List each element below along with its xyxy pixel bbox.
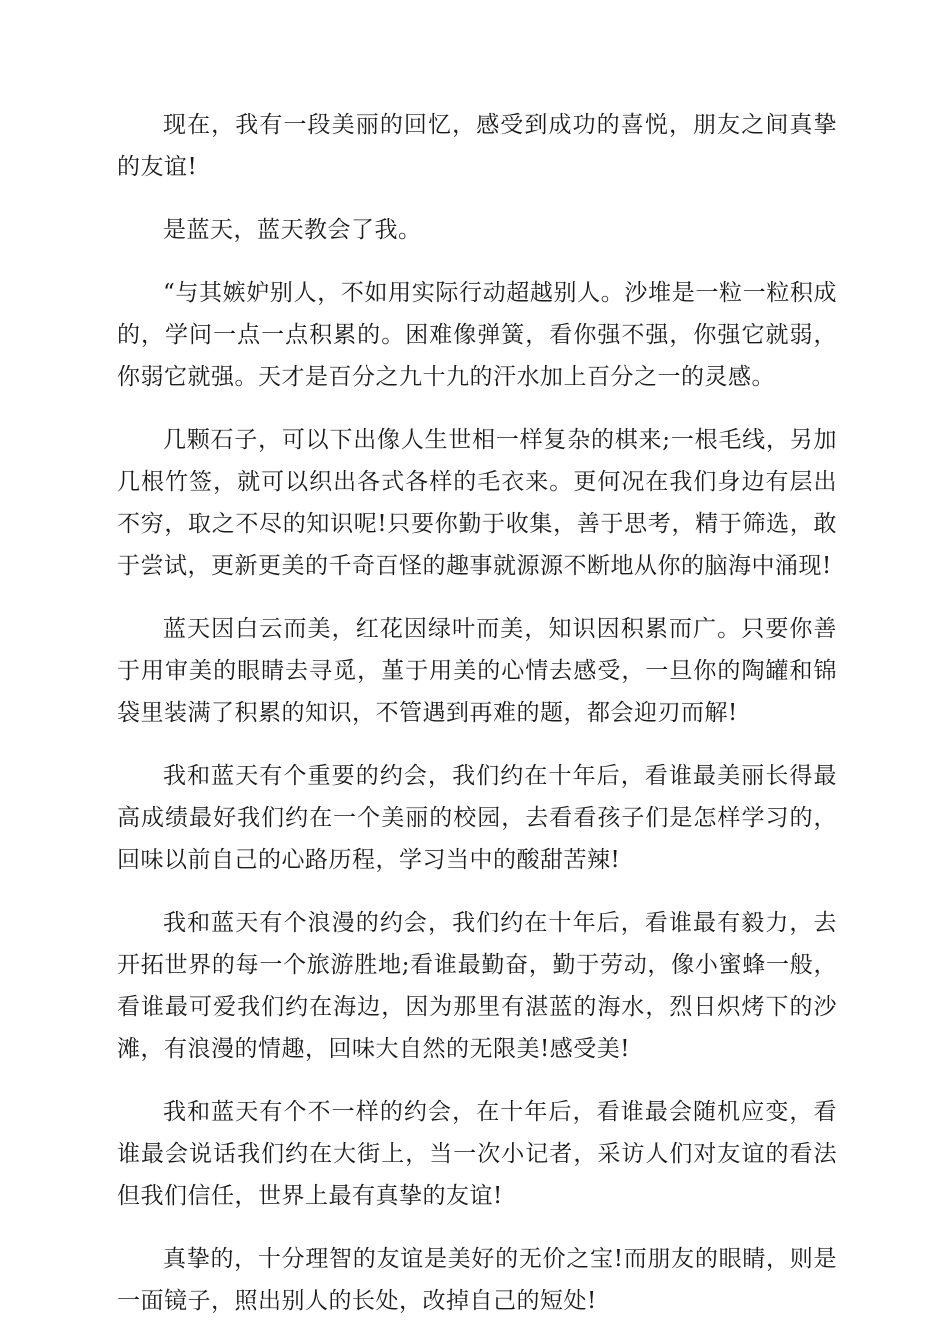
- paragraph-7: 我和蓝天有个浪漫的约会，我们约在十年后，看谁最有毅力，去开拓世界的每一个旅游胜地;看谁最勤奋，勤于劳动，像小蜜蜂一般，看谁最可爱我们约在海边，因为那里有湛蓝的海水，烈日炽烤下的沙滩，有浪漫的情趣，回味大自然的无限美!感受美!: [117, 910, 837, 1062]
- paragraph-4: 几颗石子，可以下出像人生世相一样复杂的棋来;一根毛线，另加几根竹签，就可以织出各式各样的毛衣来。更何况在我们身边有层出不穷，取之不尽的知识呢!只要你勤于收集，善于思考，精于筛选，敢于尝试，更新更美的千奇百怪的趣事就源源不断地从你的脑海中涌现!: [117, 427, 837, 579]
- paragraph-8: 我和蓝天有个不一样的约会，在十年后，看谁最会随机应变，看谁最会说话我们约在大街上，当一次小记者，采访人们对友谊的看法但我们信任，世界上最有真挚的友谊!: [117, 1099, 837, 1209]
- document-body: [117, 104, 837, 1343]
- paragraph-2: 是蓝天，蓝天教会了我。: [163, 217, 422, 243]
- paragraph-3: “与其嫉妒别人，不如用实际行动超越别人。沙堆是一粒一粒积成的，学问一点一点积累的。困难像弹簧，看你强不强，你强它就弱，你弱它就强。天才是百分之九十九的汗水加上百分之一的灵感。: [117, 280, 837, 390]
- paragraph-6: 我和蓝天有个重要的约会，我们约在十年后，看谁最美丽长得最高成绩最好我们约在一个美丽的校园，去看看孩子们是怎样学习的，回味以前自己的心路历程，学习当中的酸甜苦辣!: [117, 763, 837, 873]
- paragraph-9: 真挚的，十分理智的友谊是美好的无价之宝!而朋友的眼睛，则是一面镜子，照出别人的长处，改掉自己的短处!: [117, 1246, 837, 1314]
- paragraph-5: 蓝天因白云而美，红花因绿叶而美，知识因积累而广。只要你善于用审美的眼睛去寻觅，堇于用美的心情去感受，一旦你的陶罐和锦袋里装满了积累的知识，不管遇到再难的题，都会迎刃而解!: [117, 616, 837, 726]
- paragraph-1: 现在，我有一段美丽的回忆，感受到成功的喜悦，朋友之间真挚的友谊!: [117, 112, 837, 180]
